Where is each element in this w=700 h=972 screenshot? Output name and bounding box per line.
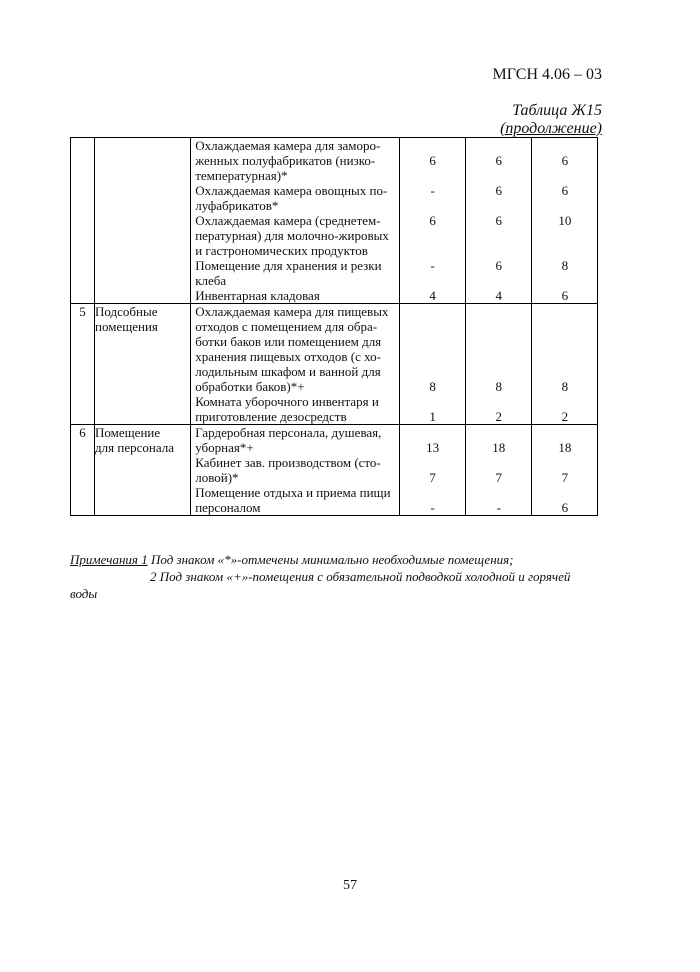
room-value: 8 bbox=[561, 258, 569, 273]
room-value-spacer bbox=[532, 319, 597, 334]
room-names-cell bbox=[191, 138, 399, 304]
room-value-block bbox=[466, 138, 531, 183]
room-value-block bbox=[466, 455, 531, 485]
room-value: 6 bbox=[429, 153, 436, 168]
room-value-spacer bbox=[400, 243, 465, 258]
room-entry bbox=[191, 288, 398, 303]
room-value-spacer bbox=[532, 455, 597, 470]
table-title bbox=[470, 102, 602, 138]
room-value-block bbox=[532, 138, 597, 183]
room-value: 8 bbox=[495, 379, 503, 394]
room-value-cell bbox=[399, 138, 465, 304]
room-name-line: Кабинет зав. производством (сто- bbox=[195, 455, 381, 470]
room-value-spacer bbox=[466, 394, 531, 409]
room-value-block bbox=[400, 485, 465, 515]
room-value-spacer bbox=[466, 138, 531, 153]
room-value: 13 bbox=[426, 440, 440, 455]
notes-label: Примечания 1 bbox=[70, 552, 148, 567]
room-value: 4 bbox=[429, 288, 436, 303]
room-entry bbox=[191, 394, 398, 424]
room-value: 2 bbox=[495, 409, 503, 424]
room-name-line: женных полуфабрикатов (низко- bbox=[195, 153, 376, 168]
table-title-text: Таблица Ж15 bbox=[512, 102, 602, 119]
room-value-block bbox=[466, 213, 531, 258]
room-name-line: клеба bbox=[195, 273, 227, 288]
room-value-block bbox=[466, 258, 531, 288]
room-value-spacer bbox=[466, 198, 531, 213]
room-name-line: Охлаждаемая камера (среднетем- bbox=[195, 213, 381, 228]
room-value-block bbox=[400, 138, 465, 183]
room-value-spacer bbox=[466, 304, 531, 319]
group-name-line: для персонала bbox=[95, 440, 174, 455]
room-value: 7 bbox=[561, 470, 569, 485]
room-value: 6 bbox=[495, 153, 503, 168]
room-value-spacer bbox=[400, 349, 465, 364]
room-value-spacer bbox=[532, 198, 597, 213]
room-value-block bbox=[466, 183, 531, 213]
room-value-cell bbox=[465, 138, 531, 304]
room-name-line: и гастрономических продуктов bbox=[195, 243, 368, 258]
table-row bbox=[71, 425, 598, 516]
room-entry bbox=[191, 213, 398, 258]
room-value-cell bbox=[465, 425, 531, 516]
room-value-block bbox=[466, 485, 531, 515]
room-value-spacer bbox=[466, 485, 531, 500]
room-value: 6 bbox=[495, 213, 503, 228]
room-name-line: лодильным шкафом и ванной для bbox=[195, 364, 381, 379]
room-value-spacer bbox=[400, 485, 465, 500]
group-name-line: помещения bbox=[95, 319, 158, 334]
room-value-spacer bbox=[532, 485, 597, 500]
group-number-cell bbox=[71, 425, 95, 516]
room-entry bbox=[191, 183, 398, 213]
room-name-line: Комната уборочного инвентаря и bbox=[195, 394, 379, 409]
room-value: 4 bbox=[495, 288, 503, 303]
room-value: - bbox=[430, 500, 435, 515]
room-value-spacer bbox=[400, 198, 465, 213]
room-name-line: Помещение отдыха и приема пищи bbox=[195, 485, 391, 500]
room-value-spacer bbox=[532, 394, 597, 409]
room-value-block bbox=[400, 258, 465, 288]
room-value-block bbox=[532, 304, 597, 394]
room-value: - bbox=[430, 258, 435, 273]
room-value-cell bbox=[531, 304, 597, 425]
room-value-block bbox=[466, 425, 531, 455]
group-number: 6 bbox=[79, 425, 86, 440]
room-value-spacer bbox=[400, 364, 465, 379]
room-name-line: ботки баков или помещением для bbox=[195, 334, 382, 349]
room-value: 7 bbox=[495, 470, 503, 485]
note-2 bbox=[70, 568, 600, 585]
room-value-spacer bbox=[466, 228, 531, 243]
room-name-line: пературная) для молочно-жировых bbox=[195, 228, 389, 243]
room-value: 1 bbox=[429, 409, 436, 424]
group-name-cell bbox=[95, 304, 191, 425]
room-name-line: персоналом bbox=[195, 500, 261, 515]
room-value-block bbox=[400, 425, 465, 455]
table-row bbox=[71, 304, 598, 425]
room-value: 6 bbox=[561, 288, 569, 303]
room-value-cell bbox=[531, 425, 597, 516]
room-entry bbox=[191, 258, 398, 288]
room-value-block bbox=[400, 183, 465, 213]
room-value: 8 bbox=[429, 379, 436, 394]
group-name-line: Подсобные bbox=[95, 304, 158, 319]
room-name-line: обработки баков)*+ bbox=[195, 379, 305, 394]
room-value-spacer bbox=[466, 425, 531, 440]
group-number-cell bbox=[71, 138, 95, 304]
group-name-line: Помещение bbox=[95, 425, 161, 440]
room-value-spacer bbox=[400, 273, 465, 288]
room-value-spacer bbox=[532, 349, 597, 364]
room-value: 2 bbox=[561, 409, 569, 424]
room-name-line: Инвентарная кладовая bbox=[195, 288, 320, 303]
room-value-block bbox=[466, 304, 531, 394]
room-value: - bbox=[430, 183, 435, 198]
room-value: 7 bbox=[429, 470, 436, 485]
room-name-line: Гардеробная персонала, душевая, bbox=[195, 425, 382, 440]
room-entry bbox=[191, 485, 398, 515]
room-value-spacer bbox=[400, 138, 465, 153]
room-value: - bbox=[496, 500, 501, 515]
room-value-block bbox=[400, 394, 465, 424]
room-value: 6 bbox=[561, 183, 569, 198]
room-value-spacer bbox=[400, 425, 465, 440]
room-value-cell bbox=[465, 304, 531, 425]
room-value-spacer bbox=[532, 425, 597, 440]
room-value-spacer bbox=[400, 168, 465, 183]
note-1-text: Под знаком «*»-отмечены минимально необходимые помещения; bbox=[150, 552, 514, 567]
room-value-spacer bbox=[466, 168, 531, 183]
room-value-block bbox=[532, 258, 597, 288]
room-value: 6 bbox=[561, 153, 569, 168]
room-entry bbox=[191, 455, 398, 485]
room-names-cell bbox=[191, 425, 399, 516]
room-value-block bbox=[532, 394, 597, 424]
room-value: 8 bbox=[561, 379, 569, 394]
room-value-block bbox=[532, 425, 597, 455]
room-value-spacer bbox=[466, 273, 531, 288]
room-value: 6 bbox=[429, 213, 436, 228]
room-entry bbox=[191, 425, 398, 455]
room-value-block bbox=[532, 288, 597, 303]
room-name-line: ловой)* bbox=[195, 470, 239, 485]
room-names-cell bbox=[191, 304, 399, 425]
room-value-spacer bbox=[532, 334, 597, 349]
room-value-block bbox=[400, 213, 465, 258]
room-name-line: Охлаждаемая камера овощных по- bbox=[195, 183, 388, 198]
room-name-line: температурная)* bbox=[195, 168, 288, 183]
room-value-spacer bbox=[532, 228, 597, 243]
room-name-line: Помещение для хранения и резки bbox=[195, 258, 382, 273]
room-value: 6 bbox=[495, 183, 503, 198]
room-value-spacer bbox=[466, 243, 531, 258]
room-entry bbox=[191, 304, 398, 394]
document-code: МГСН 4.06 – 03 bbox=[492, 66, 602, 83]
room-value-spacer bbox=[466, 455, 531, 470]
room-name-line: уборная*+ bbox=[195, 440, 254, 455]
room-name-line: Охлаждаемая камера для заморо- bbox=[195, 138, 381, 153]
room-value-spacer bbox=[532, 364, 597, 379]
room-entry bbox=[191, 138, 398, 183]
room-name-line: приготовление дезосредств bbox=[195, 409, 347, 424]
table-continuation: (продолжение) bbox=[500, 120, 602, 137]
room-value-spacer bbox=[532, 243, 597, 258]
room-value-block bbox=[466, 394, 531, 424]
room-value-block bbox=[400, 288, 465, 303]
room-value-spacer bbox=[532, 138, 597, 153]
room-value-block bbox=[532, 183, 597, 213]
room-value-spacer bbox=[400, 455, 465, 470]
room-value: 6 bbox=[561, 500, 569, 515]
room-value-block bbox=[532, 213, 597, 258]
room-value-spacer bbox=[466, 319, 531, 334]
group-name-cell bbox=[95, 138, 191, 304]
room-value: 18 bbox=[558, 440, 572, 455]
room-value-block bbox=[532, 485, 597, 515]
room-value-spacer bbox=[466, 334, 531, 349]
room-name-line: отходов с помещением для обра- bbox=[195, 319, 378, 334]
note-1 bbox=[70, 551, 600, 568]
note-2-continuation: воды bbox=[70, 586, 98, 601]
room-value-spacer bbox=[400, 334, 465, 349]
room-value-spacer bbox=[466, 364, 531, 379]
room-value-spacer bbox=[400, 304, 465, 319]
room-value-block bbox=[532, 455, 597, 485]
group-number: 5 bbox=[79, 304, 86, 319]
room-value-block bbox=[466, 288, 531, 303]
room-value-block bbox=[400, 455, 465, 485]
rooms-table bbox=[70, 137, 598, 516]
room-value: 10 bbox=[558, 213, 572, 228]
group-name-cell bbox=[95, 425, 191, 516]
notes bbox=[70, 551, 600, 602]
room-name-line: Охлаждаемая камера для пищевых bbox=[195, 304, 389, 319]
room-value: 6 bbox=[495, 258, 503, 273]
room-value-cell bbox=[399, 304, 465, 425]
room-name-line: луфабрикатов* bbox=[195, 198, 279, 213]
group-number-cell bbox=[71, 304, 95, 425]
room-value-spacer bbox=[400, 228, 465, 243]
room-value-cell bbox=[399, 425, 465, 516]
note-2-number: 2 bbox=[150, 569, 157, 584]
room-name-line: хранения пищевых отходов (с хо- bbox=[195, 349, 381, 364]
note-2-text: Под знаком «+»-помещения с обязательной подводкой холодной и горячей bbox=[159, 569, 571, 584]
room-value-spacer bbox=[532, 273, 597, 288]
room-value-spacer bbox=[532, 304, 597, 319]
room-value-cell bbox=[531, 138, 597, 304]
room-value-spacer bbox=[466, 349, 531, 364]
room-value-spacer bbox=[532, 168, 597, 183]
room-value-spacer bbox=[400, 394, 465, 409]
room-value-block bbox=[400, 304, 465, 394]
table-row bbox=[71, 138, 598, 304]
room-value: 18 bbox=[492, 440, 506, 455]
room-value-spacer bbox=[400, 319, 465, 334]
page-number: 57 bbox=[343, 878, 357, 893]
